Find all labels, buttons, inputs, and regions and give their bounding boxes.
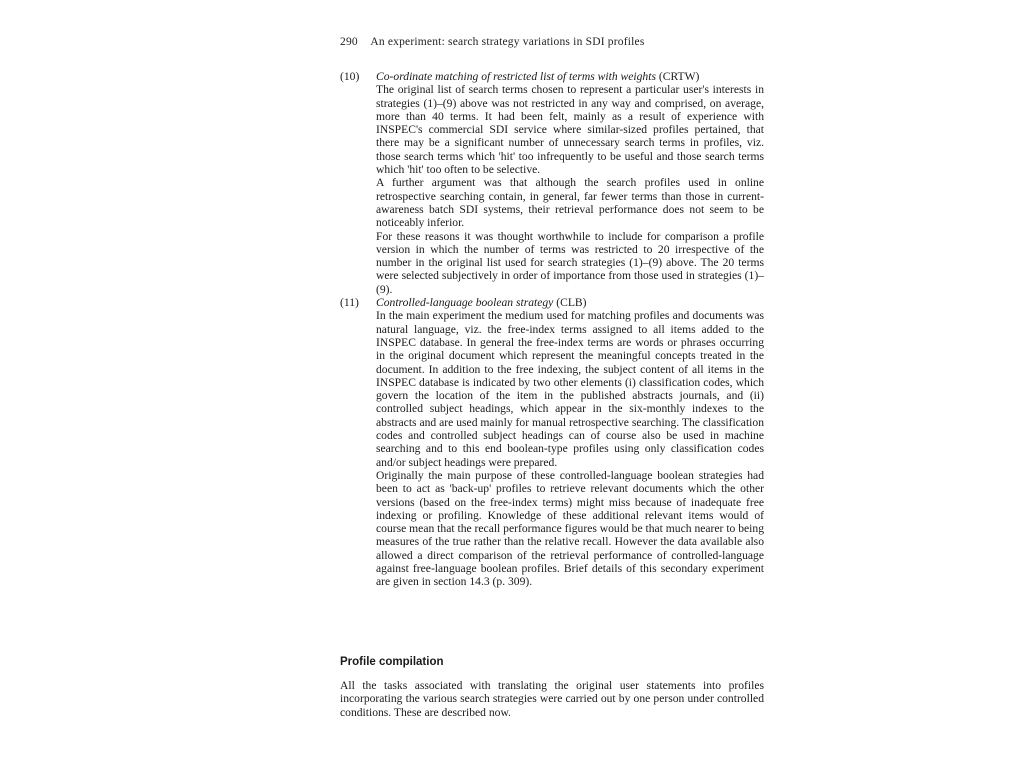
paragraph: A further argument was that although the search profiles used in online retrospective searching contain, in general, far fewer terms than those in current-awareness batch SDI systems, their retrieval performance does not seem to be noticeably inferior. [376,176,764,230]
item-heading-code: (CLB) [556,296,587,310]
item-number: (11) [340,296,359,310]
page-number: 290 [340,36,358,48]
running-head-title: An experiment: search strategy variations in SDI profiles [370,36,645,48]
item-heading-text: Controlled-language boolean strategy [376,296,554,310]
section-title: Profile compilation [340,656,444,668]
running-head [340,36,645,48]
main-content [340,70,764,589]
list-item-11 [340,296,764,589]
item-heading [376,296,764,309]
section-body: All the tasks associated with translating the original user statements into profiles incorporating the various search strategies were carried out by one person under controlled conditions. These are described now. [340,679,764,719]
item-heading [376,70,764,83]
paragraph: In the main experiment the medium used for matching profiles and documents was natural language, viz. the free-index terms assigned to all items added to the INSPEC database. In general the free-index terms are words or phrases occurring in the original document which represent the meaningful concepts treated in the document. In addition to the free indexing, the subject content of all items in the INSPEC database is indicated by two other elements (i) classification codes, which govern the location of the item in the published abstracts journals, and (ii) controlled subject headings, which appear in the six-monthly indexes to the abstracts and are used mainly for manual retrospective searching. The classification codes and controlled subject headings can of course also be used in machine searching and to this end boolean-type profiles using only classification codes and/or subject headings were prepared. [376,309,764,469]
paragraph: Originally the main purpose of these controlled-language boolean strategies had been to act as 'back-up' profiles to retrieve relevant documents which the other versions (based on the free-index terms) might miss because of inadequate free indexing or profiling. Knowledge of these additional relevant items would of course mean that the recall performance figures would be that much nearer to being measures of the true rather than the relative recall. However the data available also allowed a direct comparison of the retrieval performance of controlled-language against free-language boolean profiles. Brief details of this secondary experiment are given in section 14.3 (p. 309). [376,468,764,589]
item-heading-text: Co-ordinate matching of restricted list of terms with weights [376,70,656,83]
paragraph: For these reasons it was thought worthwhile to include for comparison a profile version in which the number of terms was restricted to 20 irrespective of the number in the original list used for search strategies (1)–(9) above. The 20 terms were selected subjectively in order of importance from those used in strategies (1)–(9). [376,229,764,296]
item-number: (10) [340,70,360,83]
item-heading-code: (CRTW) [658,70,700,83]
list-item-10 [340,70,764,296]
paragraph: The original list of search terms chosen to represent a particular user's interests in strategies (1)–(9) above was not restricted in any way and comprised, on average, more than 40 terms. It had been felt, mainly as a result of experience with INSPEC's commercial SDI service where similar-sized profiles pertained, that there may be a significant number of unnecessary search terms in profiles, viz. those search terms which 'hit' too infrequently to be useful and those search terms which 'hit' too often to be selective. [376,83,764,177]
